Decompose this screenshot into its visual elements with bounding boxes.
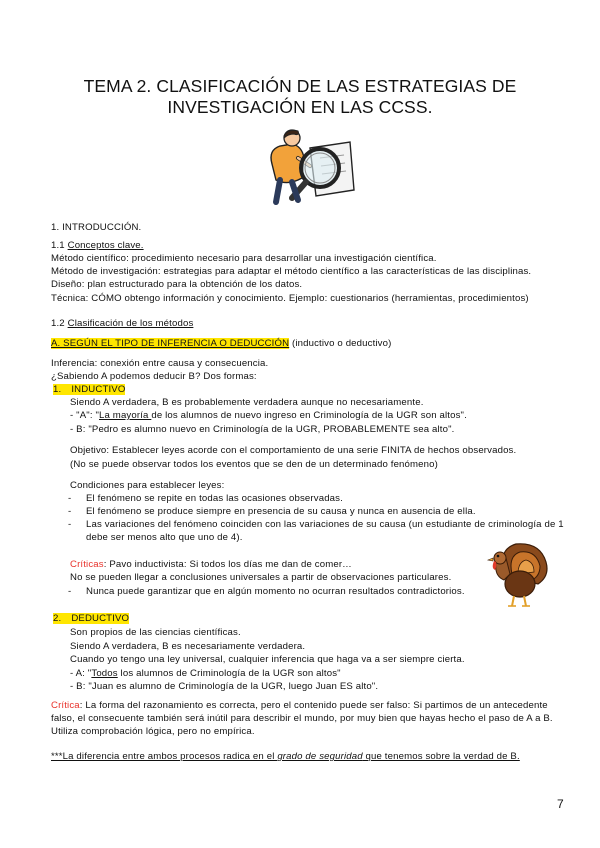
- critica-text: : La forma del razonamiento es correcta, pero el contenido puede ser falso: Si partimos de un antecedente: [79, 700, 548, 711]
- deductivo-example-b: - B: "Juan es alumno de Criminología de la UGR, luego Juan ES alto".: [70, 681, 379, 692]
- example-text: los alumnos de Criminología de la UGR son altos": [117, 668, 341, 679]
- highlighted-heading: DEDUCTIVO: [71, 613, 130, 624]
- final-note-text: que tenemos sobre la verdad de B.: [362, 751, 520, 762]
- condition-item: Las variaciones del fenómeno coinciden con las variaciones de su causa (un estudiante de criminología de 1: [86, 519, 564, 530]
- example-text: de los alumnos de nuevo ingreso en Criminología de la UGR son altos".: [151, 410, 467, 421]
- section-1-1-heading: [51, 240, 144, 252]
- deductivo-example-a: [70, 668, 341, 680]
- section-title: Clasificación de los métodos: [67, 318, 194, 329]
- underlined-text: Todos: [91, 668, 118, 679]
- list-number: 2.: [53, 613, 71, 624]
- magnifying-glass-person-icon: [258, 128, 358, 206]
- heading-note: (inductivo o deductivo): [289, 338, 392, 349]
- final-note: [51, 751, 520, 763]
- deductivo-line-2: Siendo A verdadera, B es necesariamente verdadera.: [70, 641, 306, 652]
- critica-line-3: Utiliza comprobación lógica, pero no empírica.: [51, 726, 255, 737]
- conditions-heading: Condiciones para establecer leyes:: [70, 480, 225, 491]
- definition-diseno: Diseño: plan estructurado para la obtención de los datos.: [51, 279, 303, 290]
- bullet: -: [68, 493, 72, 504]
- inductivo-objetivo-note: (No se puede observar todos los eventos que se den de un determinado fenómeno): [70, 459, 438, 470]
- section-number: 1.1: [51, 240, 68, 251]
- criticas-label: Críticas: [70, 559, 104, 570]
- final-note-italic: grado de seguridad: [277, 751, 363, 762]
- bullet: -: [68, 519, 72, 530]
- highlighted-heading: A. SEGÚN EL TIPO DE INFERENCIA O DEDUCCIÓN: [51, 338, 290, 349]
- turkey-icon: [482, 540, 552, 608]
- highlighted-heading: INDUCTIVO: [71, 384, 126, 395]
- page-number: 7: [557, 797, 564, 811]
- deductivo-line-1: Son propios de las ciencias científicas.: [70, 627, 241, 638]
- section-1-2-heading: [51, 318, 193, 330]
- example-prefix: - "A": ": [70, 410, 100, 421]
- bullet: -: [68, 506, 72, 517]
- condition-item: El fenómeno se produce siempre en presencia de su causa y nunca en ausencia de ella.: [86, 506, 476, 517]
- example-prefix: - A: ": [70, 668, 92, 679]
- section-title: Conceptos clave.: [67, 240, 144, 251]
- list-number: 1.: [53, 384, 71, 395]
- deductivo-line-3: Cuando yo tengo una ley universal, cualquier inferencia que haga va a ser siempre cierta.: [70, 654, 465, 665]
- page-title-line-1: TEMA 2. CLASIFICACIÓN DE LAS ESTRATEGIAS DE: [83, 76, 517, 96]
- inductivo-objetivo: Objetivo: Establecer leyes acorde con el comportamiento de una serie FINITA de hechos observados.: [70, 445, 517, 456]
- critica-label: Crítica: [51, 700, 80, 711]
- section-1-heading: 1. INTRODUCCIÓN.: [51, 222, 142, 233]
- condition-item: El fenómeno se repite en todas las ocasiones observadas.: [86, 493, 343, 504]
- criticas-line-2: No se pueden llegar a conclusiones universales a partir de observaciones particulares.: [70, 572, 452, 583]
- criticas-line: [70, 559, 352, 571]
- definition-metodo-cientifico: Método científico: procedimiento necesario para desarrollar una investigación científica.: [51, 253, 437, 264]
- criticas-item: Nunca puede garantizar que en algún momento no ocurran resultados contradictorios.: [86, 586, 465, 597]
- definition-tecnica: Técnica: CÓMO obtengo información y conocimiento. Ejemplo: cuestionarios (herramientas, procedimientos): [51, 293, 529, 304]
- question-line: ¿Sabiendo A podemos deducir B? Dos formas:: [51, 371, 257, 382]
- inferencia-definition: Inferencia: conexión entre causa y consecuencia.: [51, 358, 269, 369]
- subsection-a-heading: [51, 338, 391, 350]
- page-title-line-2: INVESTIGACIÓN EN LAS CCSS.: [167, 97, 433, 117]
- section-number: 1.2: [51, 318, 68, 329]
- critica-line-1: [51, 700, 548, 712]
- underlined-text: La mayoría: [99, 410, 152, 421]
- bullet: -: [68, 586, 72, 597]
- condition-item-continued: debe ser menos alto que uno de 4).: [86, 532, 243, 543]
- deductivo-heading: [53, 613, 129, 625]
- inductivo-example-b: - B: "Pedro es alumno nuevo en Criminología de la UGR, PROBABLEMENTE sea alto".: [70, 424, 455, 435]
- inductivo-line-1: Siendo A verdadera, B es probablemente verdadera aunque no necesariamente.: [70, 397, 424, 408]
- inductivo-heading: [53, 384, 125, 396]
- final-note-text: ***La diferencia entre ambos procesos radica en el: [51, 751, 278, 762]
- critica-line-2: falso, el consecuente también será inútil para describir el mundo, por muy bien que hayas hecho el paso de A a B.: [51, 713, 553, 724]
- definition-metodo-investigacion: Método de investigación: estrategias para adaptar el método científico a las características de las disciplinas.: [51, 266, 532, 277]
- criticas-text: : Pavo inductivista: Si todos los días me dan de comer…: [103, 559, 352, 570]
- inductivo-example-a: [70, 410, 467, 422]
